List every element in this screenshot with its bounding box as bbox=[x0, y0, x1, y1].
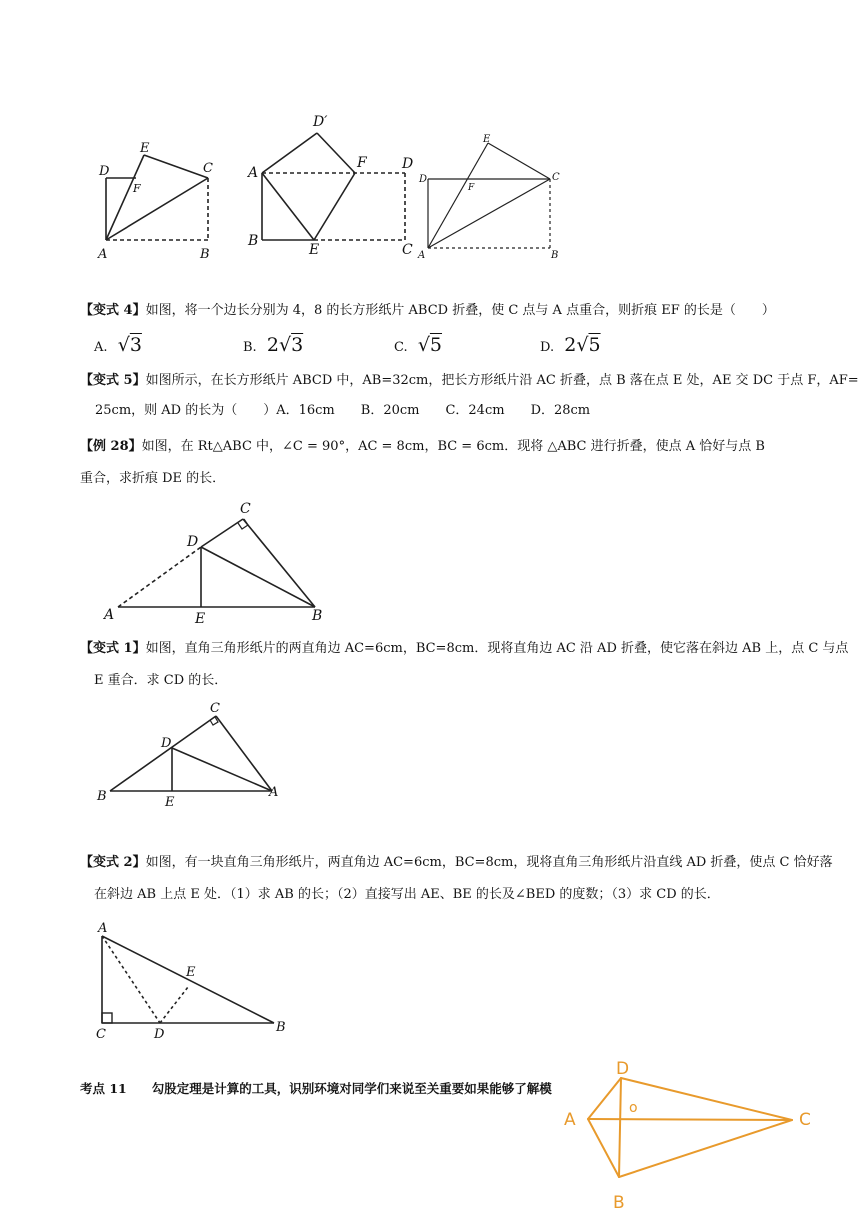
label-C: C bbox=[240, 501, 251, 517]
label-A: A bbox=[269, 785, 279, 800]
problem-li28: 【例 28】如图，在 Rt△ABC 中，∠C = 90°，AC = 8cm，BC = 6cm．现将 △ABC 进行折叠，使点 A 恰好与点 B bbox=[80, 439, 765, 454]
label-F: F bbox=[133, 182, 141, 195]
option-a[interactable]: A. √3 bbox=[94, 334, 142, 356]
label-B: B bbox=[613, 1193, 625, 1213]
label-E: E bbox=[165, 795, 175, 810]
label-A: A bbox=[98, 247, 108, 262]
problem-text: 如图，将一个边长分别为 4，8 的长方形纸片 ABCD 折叠，使 C 点与 A 点重合，则折痕 EF 的长是（ ） bbox=[145, 303, 775, 318]
label-E: E bbox=[140, 141, 150, 156]
label-B: B bbox=[551, 250, 559, 261]
figure-triangle-li28 bbox=[96, 496, 336, 628]
label-D: D bbox=[187, 534, 199, 550]
problem-bianshi1-line2: E 重合．求 CD 的长． bbox=[94, 673, 228, 688]
label-C: C bbox=[402, 242, 413, 258]
sqrt-expression: 2√3 bbox=[266, 334, 304, 356]
option-d[interactable]: D. 2√5 bbox=[540, 334, 601, 356]
figure-fold-rectangle-middle bbox=[242, 108, 422, 266]
label-C: C bbox=[203, 161, 213, 176]
label-E: E bbox=[483, 134, 491, 145]
sqrt-expression: √3 bbox=[117, 334, 142, 356]
problem-bianshi1: 【变式 1】如图，直角三角形纸片的两直角边 AC=6cm，BC=8cm．现将直角边 AC 沿 AD 折叠，使它落在斜边 AB 上，点 C 与点 bbox=[80, 641, 849, 656]
sqrt-expression: 2√5 bbox=[564, 334, 601, 356]
radical-sign: √ bbox=[278, 334, 292, 356]
label-C: C bbox=[799, 1110, 811, 1130]
option-c[interactable]: C. √5 bbox=[394, 334, 443, 356]
kaodian-heading: 考点 11 勾股定理是计算的工具，识别环境对同学们来说至关重要如果能够了解模 bbox=[80, 1081, 552, 1096]
problem-bianshi5: 【变式 5】如图所示，在长方形纸片 ABCD 中，AB=32cm，把长方形纸片沿 AC 折叠，点 B 落在点 E 处，AE 交 DC 于点 F，AF= bbox=[80, 373, 859, 388]
label-C: C bbox=[96, 1027, 106, 1042]
label-B: B bbox=[312, 608, 323, 624]
radical-sign: √ bbox=[117, 334, 130, 356]
figure-triangle-bianshi1 bbox=[92, 696, 292, 810]
label-F: F bbox=[468, 183, 475, 193]
problem-bianshi2-line2: 在斜边 AB 上点 E 处．（1）求 AB 的长；（2）直接写出 AE、BE 的长及∠BED 的度数；（3）求 CD 的长． bbox=[94, 887, 720, 902]
label-E: E bbox=[309, 242, 320, 258]
figure-handdrawn-kite bbox=[556, 1050, 846, 1216]
label-A: A bbox=[564, 1110, 576, 1130]
figure-fold-rectangle-right bbox=[410, 130, 570, 262]
option-b[interactable]: B. 2√3 bbox=[243, 334, 304, 356]
label-A: A bbox=[418, 250, 426, 261]
label-B: B bbox=[248, 233, 259, 249]
label-C: C bbox=[210, 701, 220, 716]
radical-sign: √ bbox=[576, 334, 589, 356]
label-C: C bbox=[552, 172, 560, 183]
label-D: D bbox=[616, 1059, 630, 1079]
problem-bianshi2: 【变式 2】如图，有一块直角三角形纸片，两直角边 AC=6cm，BC=8cm，现将直角三角形纸片沿直线 AD 折叠，使点 C 恰好落 bbox=[80, 855, 833, 870]
sqrt-expression: √5 bbox=[417, 334, 443, 356]
problem-tag: 【变式 4】 bbox=[80, 303, 146, 318]
label-E: E bbox=[195, 611, 206, 627]
label-B: B bbox=[97, 789, 107, 804]
problem-bianshi5-line2: 25cm，则 AD 的长为（ ）A．16cm B．20cm C．24cm D．28cm bbox=[95, 403, 591, 418]
label-D: D bbox=[154, 1027, 165, 1042]
label-D: D bbox=[99, 164, 110, 179]
figure-fold-rectangle-left bbox=[90, 138, 230, 268]
label-A: A bbox=[248, 165, 259, 181]
label-F: F bbox=[357, 155, 367, 171]
label-B: B bbox=[276, 1020, 286, 1035]
label-E: E bbox=[186, 965, 196, 980]
problem-bianshi4 bbox=[80, 300, 775, 321]
label-D: D bbox=[402, 156, 414, 172]
label-A: A bbox=[98, 921, 108, 936]
label-D-prime: D′ bbox=[313, 114, 328, 130]
figure-triangle-bianshi2 bbox=[88, 916, 308, 1046]
label-O: o bbox=[629, 1100, 638, 1116]
label-B: B bbox=[200, 247, 210, 262]
problem-li28-line2: 重合，求折痕 DE 的长． bbox=[80, 471, 226, 486]
label-A: A bbox=[104, 607, 115, 623]
radical-sign: √ bbox=[417, 334, 430, 356]
label-D: D bbox=[419, 174, 428, 185]
label-D: D bbox=[161, 736, 172, 751]
